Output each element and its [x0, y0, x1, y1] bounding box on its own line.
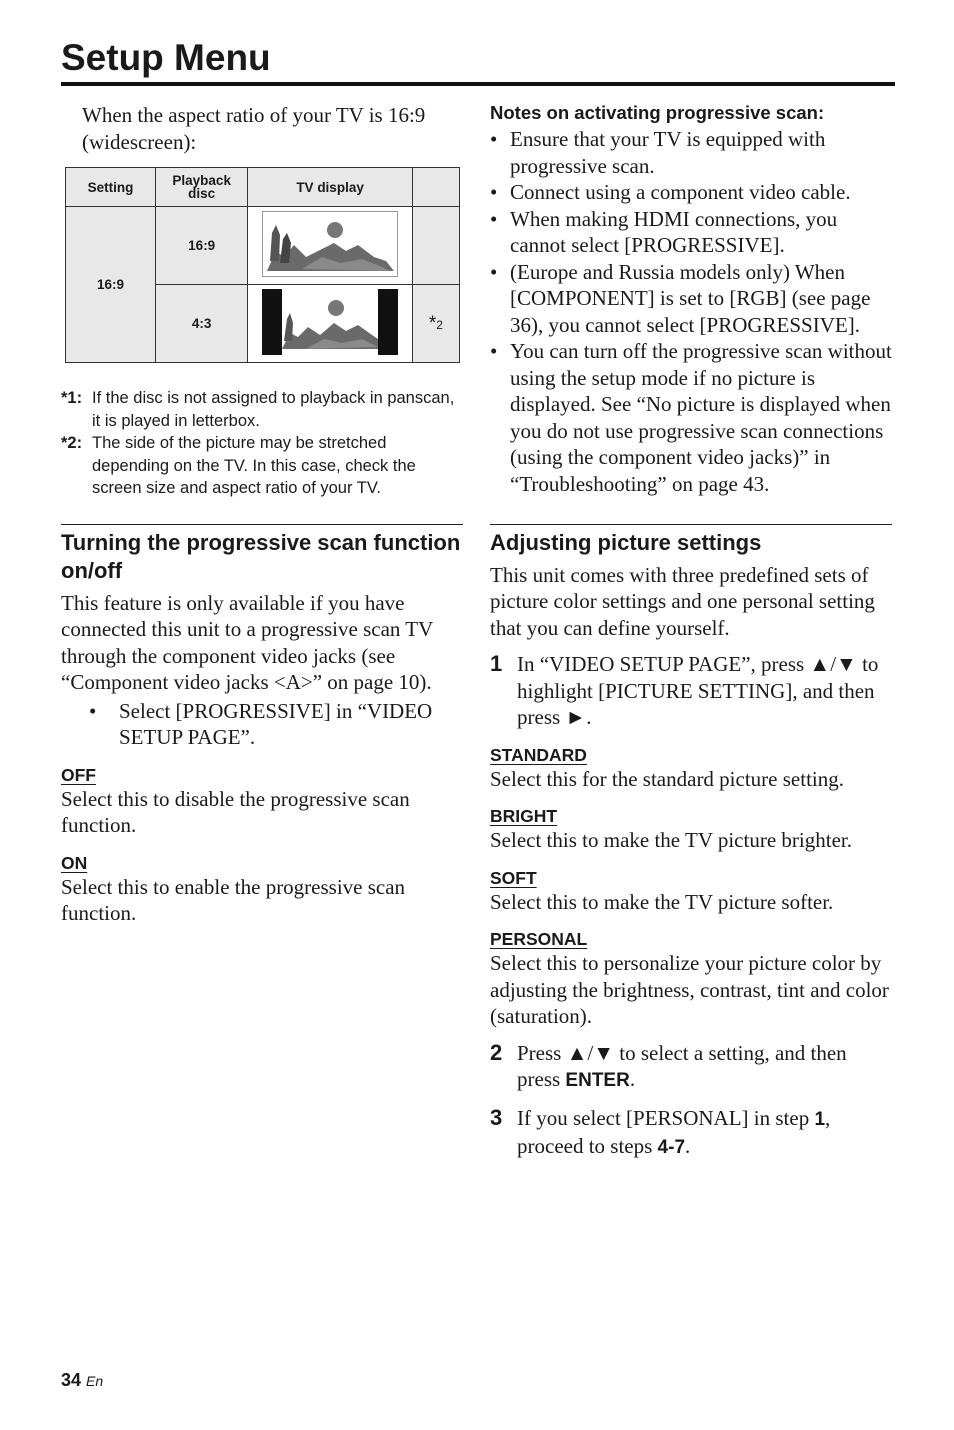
page-number: 34 En — [61, 1370, 104, 1390]
note-item: • You can turn off the progressive scan without using the setup mode if no picture is displayed. See “No picture is displayed when you do not use progressive scan connections (using the component video jacks)” in “Troubleshooting” on page 43. — [490, 339, 892, 496]
option-soft-label: SOFT — [490, 867, 537, 888]
step-2-text: Press ▲/▼ to select a setting, and then press ENTER. — [517, 1040, 847, 1091]
option-personal-desc: Select this to personalize your picture color by adjusting the brightness, contrast, tint and color (saturation). — [490, 951, 889, 1028]
page-title: Setup Menu — [61, 37, 271, 78]
option-on-label: ON — [61, 852, 88, 873]
footnote-text: If the disc is not assigned to playback in panscan, it is played in letterbox. — [92, 389, 455, 430]
note-cell-1 — [412, 207, 459, 285]
tv-display-widescreen — [248, 207, 412, 285]
note-cell-2 — [412, 285, 459, 363]
widescreen-landscape-illustration — [262, 211, 398, 277]
option-on-desc: Select this to enable the progressive scan function. — [61, 874, 406, 925]
footnotes — [61, 387, 463, 500]
note-asterisk: * — [428, 312, 437, 334]
footnote — [61, 432, 463, 500]
disc-cell: 4:3 — [155, 285, 247, 363]
picture-body: This unit comes with three predefined sets of picture color settings and one personal setting that you can define yourself. — [490, 562, 875, 640]
option-off-desc: Select this to disable the progressive scan function. — [61, 786, 410, 837]
header-note — [412, 168, 459, 207]
letterbox-landscape-illustration — [262, 289, 398, 355]
option-bright-label: BRIGHT — [490, 806, 558, 826]
step-3-text: If you select [PERSONAL] in step 1, proceed to steps 4-7. — [517, 1105, 831, 1158]
section-rule — [490, 524, 892, 525]
step-ref: 4 — [657, 1137, 669, 1158]
progressive-body: This feature is only available if you have connected this unit to a progressive scan TV through the component video jacks (see “Component video jacks <A>” on page 10). — [61, 590, 433, 694]
progressive-instruction — [61, 698, 463, 751]
right-column — [490, 100, 892, 1162]
tv-display-standard — [248, 285, 412, 363]
bullet-dot: • — [89, 698, 97, 723]
footnote-mark: *1: — [61, 389, 83, 407]
option-standard-desc: Select this for the standard picture setting. — [490, 766, 844, 791]
option-soft-desc: Select this to make the TV picture softer. — [490, 889, 834, 914]
aspect-intro: When the aspect ratio of your TV is 16:9 (widescreen): — [82, 103, 426, 154]
step-number: 2 — [490, 1039, 503, 1065]
progressive-section-title: Turning the progressive scan function on/off — [61, 529, 461, 583]
step-3 — [490, 1105, 892, 1162]
step-number: 1 — [490, 651, 503, 676]
header-playback-disc: Playback disc — [155, 168, 247, 207]
disc-cell: 16:9 — [155, 207, 247, 285]
step-2 — [490, 1040, 892, 1095]
step-1 — [490, 651, 892, 731]
step-ref: 7 — [674, 1137, 686, 1158]
note-item: • Connect using a component video cable. — [490, 180, 851, 204]
language-code: En — [86, 1373, 104, 1389]
footnote — [61, 387, 463, 432]
section-rule — [61, 524, 463, 525]
step-1-text: In “VIDEO SETUP PAGE”, press ▲/▼ to highlight [PICTURE SETTING], and then press ►. — [517, 652, 879, 729]
footnote-mark: *2: — [61, 434, 83, 452]
left-column — [61, 100, 463, 927]
header-tv-display: TV display — [248, 168, 412, 207]
notes-list — [490, 126, 892, 497]
footnote-text: The side of the picture may be stretched depending on the TV. In this case, check the screen size and aspect ratio of your TV. — [92, 434, 416, 497]
title-rule — [61, 82, 895, 86]
step-ref: 1 — [814, 1108, 826, 1130]
picture-section-title: Adjusting picture settings — [490, 530, 762, 555]
aspect-table — [65, 167, 460, 363]
note-item: • Ensure that your TV is equipped with progressive scan. — [490, 127, 826, 178]
option-off-label: OFF — [61, 764, 96, 785]
option-personal-label: PERSONAL — [490, 929, 588, 949]
notes-title: Notes on activating progressive scan: — [490, 102, 825, 123]
note-item: • When making HDMI connections, you cannot select [PROGRESSIVE]. — [490, 206, 838, 257]
setting-cell: 16:9 — [66, 207, 156, 363]
note-number: 2 — [436, 317, 443, 332]
option-bright-desc: Select this to make the TV picture brighter. — [490, 828, 852, 852]
step-number: 3 — [490, 1104, 503, 1130]
option-standard-label: STANDARD — [490, 744, 587, 765]
header-setting: Setting — [66, 168, 156, 207]
enter-key-label: ENTER — [565, 1070, 630, 1091]
progressive-instruction-text: Select [PROGRESSIVE] in “VIDEO SETUP PAGE”. — [119, 698, 433, 749]
note-item: • (Europe and Russia models only) When [COMPONENT] is set to [RGB] (see page 36), you cannot select [PROGRESSIVE]. — [490, 259, 871, 337]
